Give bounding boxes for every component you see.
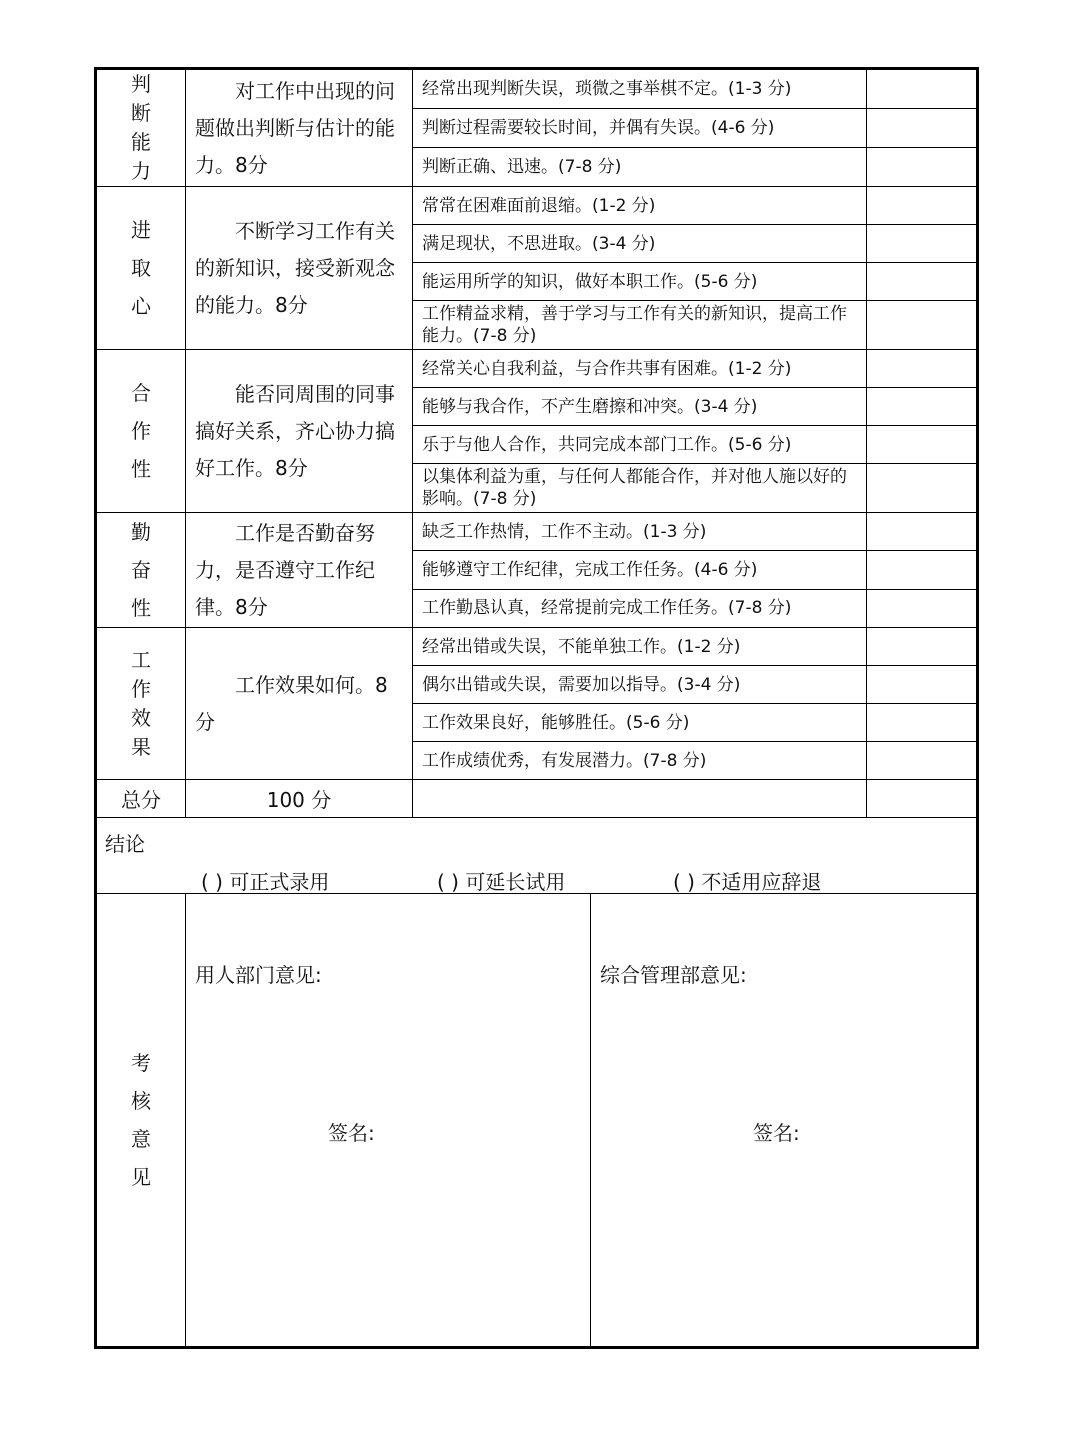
- criteria-row: [96, 628, 978, 666]
- score-input[interactable]: [867, 628, 978, 666]
- criteria-text: 常常在困难面前退缩。(1-2 分): [422, 195, 656, 216]
- category-char: 性: [131, 596, 151, 620]
- evaluation-table: [94, 67, 979, 1349]
- score-input[interactable]: [867, 225, 978, 263]
- score-input[interactable]: [867, 187, 978, 225]
- evaluation-rows: [96, 69, 978, 1348]
- review-container: [186, 894, 978, 1348]
- score-input[interactable]: [867, 742, 978, 780]
- criteria-cell: [413, 148, 867, 187]
- review-category-char: 考: [131, 1051, 151, 1075]
- conclusion-row: [96, 818, 978, 894]
- score-input[interactable]: [867, 513, 978, 551]
- criteria-text: 能运用所学的知识，做好本职工作。(5-6 分): [422, 271, 758, 292]
- criteria-cell: [413, 464, 867, 513]
- criteria-text: 判断过程需要较长时间，并偶有失误。(4-6 分): [422, 118, 775, 138]
- criteria-text: 经常出错或失误，不能单独工作。(1-2 分): [422, 636, 741, 657]
- criteria-cell: [413, 388, 867, 426]
- description-text: 能否同周围的同事搞好关系，齐心协力搞好工作。8分: [195, 381, 395, 480]
- category-char: 取: [131, 256, 151, 280]
- option-formal-hire[interactable]: ( ) 可正式录用: [201, 870, 330, 894]
- criteria-text: 经常关心自我利益，与合作共事有困难。(1-2 分): [422, 358, 792, 379]
- criteria-text: 工作精益求精，善于学习与工作有关的新知识，提高工作能力。(7-8 分): [422, 304, 847, 346]
- department-opinion-cell[interactable]: [186, 894, 591, 1346]
- score-input[interactable]: [867, 148, 978, 187]
- review-category-cell: [96, 894, 186, 1348]
- description-cell: [186, 187, 413, 350]
- criteria-text: 以集体利益为重，与任何人都能合作，并对他人施以好的影响。(7-8 分): [422, 467, 847, 509]
- total-score-input[interactable]: [867, 780, 978, 818]
- admin-sign-label: 签名:: [753, 1121, 800, 1145]
- description-cell: [186, 69, 413, 187]
- criteria-text: 判断正确、迅速。(7-8 分): [422, 157, 622, 177]
- category-char: 合: [131, 381, 151, 405]
- criteria-text: 工作成绩优秀，有发展潜力。(7-8 分): [422, 750, 707, 771]
- score-input[interactable]: [867, 301, 978, 350]
- score-input[interactable]: [867, 464, 978, 513]
- category-cell: [96, 350, 186, 513]
- criteria-text: 能够遵守工作纪律，完成工作任务。(4-6 分): [422, 559, 758, 580]
- score-input[interactable]: [867, 666, 978, 704]
- option-extend-probation[interactable]: ( ) 可延长试用: [437, 870, 566, 894]
- score-input[interactable]: [867, 69, 978, 109]
- category-char: 进: [131, 218, 151, 242]
- category-char: 奋: [131, 558, 151, 582]
- evaluation-form: [94, 67, 979, 1349]
- conclusion-label: 结论: [105, 832, 145, 856]
- criteria-text: 偶尔出错或失误，需要加以指导。(3-4 分): [422, 674, 741, 695]
- score-input[interactable]: [867, 426, 978, 464]
- total-value: 100 分: [186, 780, 413, 818]
- criteria-cell: [413, 513, 867, 551]
- department-opinion-title: 用人部门意见:: [195, 963, 322, 987]
- criteria-text: 经常出现判断失误，琐微之事举棋不定。(1-3 分): [422, 79, 792, 99]
- criteria-cell: [413, 350, 867, 388]
- criteria-cell: [413, 666, 867, 704]
- criteria-cell: [413, 69, 867, 109]
- category-char: 断: [131, 101, 151, 125]
- score-input[interactable]: [867, 704, 978, 742]
- description-text: 对工作中出现的问题做出判断与估计的能力。8分: [195, 78, 395, 177]
- score-input[interactable]: [867, 350, 978, 388]
- score-input[interactable]: [867, 551, 978, 589]
- criteria-cell: [413, 628, 867, 666]
- total-label: 总分: [96, 780, 186, 818]
- category-char: 果: [131, 734, 151, 759]
- category-char: 勤: [131, 520, 151, 544]
- description-text: 工作是否勤奋努力，是否遵守工作纪律。8分: [195, 520, 375, 619]
- description-cell: [186, 350, 413, 513]
- review-category-char: 核: [131, 1089, 151, 1113]
- description-text: 不断学习工作有关的新知识，接受新观念的能力。8分: [195, 218, 395, 317]
- score-input[interactable]: [867, 263, 978, 301]
- category-char: 能: [131, 130, 151, 154]
- review-row: [96, 894, 978, 1348]
- category-char: 效: [131, 705, 151, 730]
- category-cell: [96, 187, 186, 350]
- category-char: 力: [131, 159, 151, 183]
- criteria-cell: [413, 187, 867, 225]
- criteria-row: [96, 350, 978, 388]
- review-category-char: 意: [131, 1127, 151, 1151]
- criteria-cell: [413, 426, 867, 464]
- criteria-cell: [413, 742, 867, 780]
- category-char: 心: [131, 294, 151, 318]
- description-cell: [186, 628, 413, 780]
- category-char: 判: [131, 72, 151, 96]
- conclusion-cell: [96, 818, 978, 894]
- department-sign-label: 签名:: [328, 1121, 375, 1145]
- criteria-cell: [413, 589, 867, 627]
- score-input[interactable]: [867, 388, 978, 426]
- criteria-row: [96, 513, 978, 551]
- criteria-text: 缺乏工作热情，工作不主动。(1-3 分): [422, 521, 707, 542]
- category-cell: [96, 69, 186, 187]
- option-dismiss[interactable]: ( ) 不适用应辞退: [673, 870, 822, 894]
- admin-opinion-title: 综合管理部意见:: [600, 963, 747, 987]
- total-row: [96, 780, 978, 818]
- criteria-text: 乐于与他人合作，共同完成本部门工作。(5-6 分): [422, 434, 792, 455]
- category-char: 工: [131, 647, 151, 672]
- description-cell: [186, 513, 413, 628]
- category-cell: [96, 513, 186, 628]
- criteria-cell: [413, 225, 867, 263]
- score-input[interactable]: [867, 109, 978, 148]
- category-char: 性: [131, 457, 151, 481]
- criteria-text: 能够与我合作，不产生磨擦和冲突。(3-4 分): [422, 396, 758, 417]
- criteria-cell: [413, 551, 867, 589]
- category-char: 作: [131, 676, 151, 701]
- category-char: 作: [131, 419, 151, 443]
- score-input[interactable]: [867, 589, 978, 627]
- category-cell: [96, 628, 186, 780]
- criteria-cell: [413, 109, 867, 148]
- criteria-text: 满足现状，不思进取。(3-4 分): [422, 233, 656, 254]
- admin-opinion-cell[interactable]: [591, 894, 977, 1346]
- criteria-cell: [413, 301, 867, 350]
- total-blank-cell: [413, 780, 867, 818]
- criteria-row: [96, 69, 978, 109]
- criteria-row: [96, 187, 978, 225]
- criteria-cell: [413, 263, 867, 301]
- description-text: 工作效果如何。8分: [195, 672, 388, 734]
- review-category-char: 见: [131, 1165, 151, 1189]
- criteria-cell: [413, 704, 867, 742]
- criteria-text: 工作效果良好，能够胜任。(5-6 分): [422, 712, 690, 733]
- criteria-text: 工作勤恳认真，经常提前完成工作任务。(7-8 分): [422, 598, 792, 619]
